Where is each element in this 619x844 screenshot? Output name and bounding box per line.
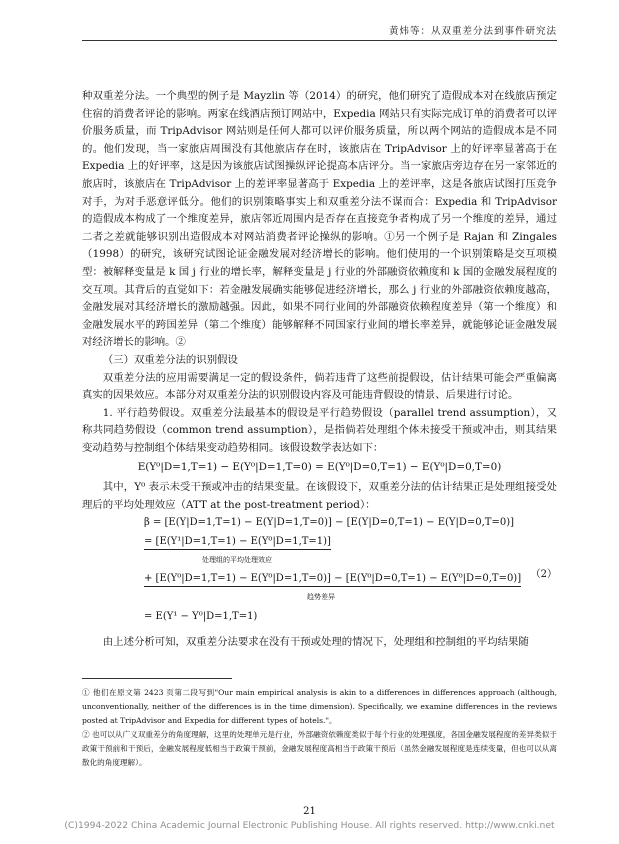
footnote-2: ② 也可以从广义双重差分的角度理解，这里的处理单元是行业，外部融资依赖度类似于每个行业的处理强度，各国金融发展程度的差异类似于政策干预前和干预后，金融发展程度低相当于政策干预前，金融发展程度高相当于政策干预后（虽然金融发展程度是连续变量，但也可以从离散化的角度理解）。 (82, 730, 557, 767)
section-heading: （三）双重差分法的识别假设 (102, 353, 238, 366)
footnote-1: ① 他们在原文第 2423 页第二段写到"Our main empirical analysis is akin to a differences in differences approach (although, unconventionally, neither of the differences is in the time dimension). Specifically, we examine differences in the reviews posted at TripAdvisor and Expedia for different types of hotels."。 (82, 688, 557, 725)
label-att: 处理组的平均处理效应 (202, 556, 272, 565)
header-rule (82, 40, 557, 41)
running-header: 黄炜等：从双重差分法到事件研究法 (388, 26, 557, 37)
paragraph-att: 其中，Y⁰ 表示未受干预或冲击的结果变量。在该假设下，双重差分法的估计结果正是处理组接受处理后的平均处理效应（ATT at the post-treatment period）： (82, 481, 557, 511)
paragraph-mayzlin: 种双重差分法。一个典型的例子是 Mayzlin 等（2014）的研究，他们研究了造假成本对在线旅店预定住宿的消费者评论的影响。两家在线酒店预订网站中，Expedia 网站只有实际完成订单的消费者可以评价服务质量，而 TripAdvisor 网站则是任何人都可以评价服务质量，所以两个网站的造假成本是不同的。他们发现，当一家旅店周围没有其他旅店存在时，该旅店在 TripAdvisor 上的好评率显著高于在 Expedia 上的好评率，这是因为该旅店试图操纵评论提高本店评分。当一家旅店旁边存在另一家邻近的旅店时，该旅店在 TripAdvisor 上的差评率显著高于 Expedia 上的差评率，这是各旅店试图打压竞争对手，为对手恶意评低分。他们的识别策略事实上和双重差分法不谋而合：Expedia 和 TripAdvisor 的造假成本构成了一个维度差异，旅店邻近周围内是否存在直接竞争者构成了另一个维度的差异，通过二者之差就能够识别出造假成本对网站消费者评论操纵的影响。①另一个例子是 Rajan 和 Zingales（1998）的研究，该研究试图论证金融发展对经济增长的影响。他们使用的一个识别策略是交互项模型：被解释变量是 k 国 j 行业的增长率，解释变量是 j 行业的外部融资依赖度和 k 国的金融发展程度的交互项。其背后的直觉如下：若金融发展确实能够促进经济增长，那么 j 行业的外部融资依赖度越高，金融发展对其经济增长的激励越强。因此，如果不同行业间的外部融资依赖程度差异（第一个维度）和金融发展水平的跨国差异（第二个维度）能够解释不同国家行业间的增长率差异，就能够论证金融发展对经济增长的影响。② (82, 90, 557, 349)
paragraph-conclusion: 由上述分析可知，双重差分法要求在没有干预或处理的情况下，处理组和控制组的平均结果随 (102, 636, 529, 649)
paragraph-parallel-trend: 1. 平行趋势假设。双重差分法最基本的假设是平行趋势假设（parallel trend assumption），又称共同趋势假设（common trend assumption），是指倘若处理组个体未接受干预或冲击，则其结果变动趋势与控制组个体结果变动趋势相同。该假设数学表达如下： (82, 406, 557, 454)
label-trend: 趋势差异 (307, 593, 335, 602)
footnotes (82, 686, 557, 770)
equation-2 (82, 514, 557, 634)
equation-number: （2） (530, 569, 557, 581)
equation-2-line4: = E(Y¹ − Y⁰|D=1,T=1) (144, 611, 258, 623)
equation-2-line3: + [E(Y⁰|D=1,T=1) − E(Y⁰|D=1,T=0)] − [E(Y⁰|D=0,T=1) − E(Y⁰|D=0,T=0)] (144, 573, 521, 587)
equation-2-line1: β = [E(Y|D=1,T=1) − E(Y|D=1,T=0)] − [E(Y|D=0,T=1) − E(Y|D=0,T=0)] (144, 517, 515, 529)
copyright-notice: (C)1994-2022 China Academic Journal Electronic Publishing House. All rights reserved. http://www.cnki.net (64, 820, 555, 831)
body-text (82, 88, 557, 652)
footnote-rule (82, 678, 232, 679)
equation-2-line2: = [E(Y¹|D=1,T=1) − E(Y⁰|D=1,T=1)] (144, 536, 331, 550)
paragraph-assumptions: 双重差分法的应用需要满足一定的假设条件，倘若违背了这些前提假设，估计结果可能会严重偏离真实的因果效应。本部分对双重差分法的识别假设内容及可能违背假设的情景、后果进行讨论。 (82, 371, 557, 402)
page-number: 21 (303, 806, 316, 817)
equation-1: E(Y⁰|D=1,T=1) − E(Y⁰|D=1,T=0) = E(Y⁰|D=0,T=1) − E(Y⁰|D=0,T=0) (137, 461, 502, 474)
